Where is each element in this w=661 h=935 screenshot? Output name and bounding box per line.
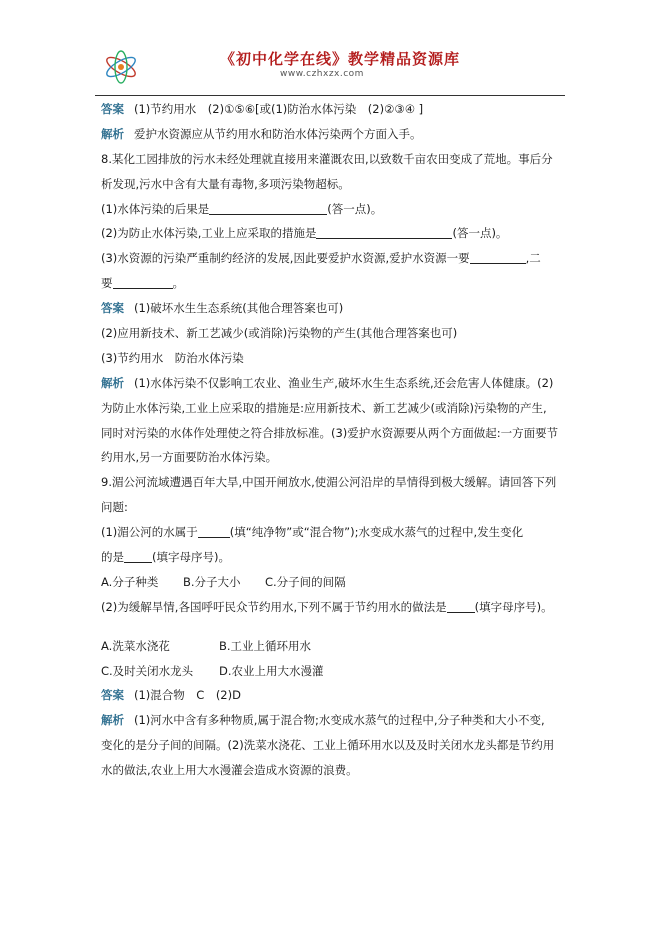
q8-explanation-4: 约用水,另一方面要防治水体污染。 <box>101 450 278 465</box>
q9-answer: 答案 (1)混合物 C (2)D <box>101 688 241 703</box>
answer-blank <box>209 202 327 215</box>
q9-explanation-1: 解析 (1)河水中含有多种物质,属于混合物;水变成水蒸气的过程中,分子种类和大小不变, <box>101 713 545 728</box>
q8-part1: (1)水体污染的后果是 (答一点)。 <box>101 201 383 216</box>
q8-part3: (3)水资源的污染严重制约经济的发展,因此要爱护水资源,爱护水资源一要 ,二 <box>101 251 541 266</box>
q8-answer-3: (3)节约用水 防治水体污染 <box>101 350 244 365</box>
site-title: 《初中化学在线》教学精品资源库 <box>220 50 461 68</box>
answer-label: 答案 <box>101 688 124 703</box>
explain-label: 解析 <box>101 126 124 141</box>
page-header <box>95 44 565 94</box>
answer-blank <box>124 550 152 563</box>
q9-stem-line2: 问题: <box>101 500 128 515</box>
option-b: B.分子大小 <box>183 574 241 589</box>
q8-explanation-1: 解析 (1)水体污染不仅影响工农业、渔业生产,破坏水生生态系统,还会危害人体健康。(2) <box>101 375 554 390</box>
header-divider <box>95 95 565 96</box>
explain-label: 解析 <box>101 713 124 728</box>
site-url: www.czhxzx.com <box>280 69 364 79</box>
q8-stem-line2: 析发现,污水中含有大量有毒物,多项污染物超标。 <box>101 176 350 191</box>
q7-answer: 答案 (1)节约用水 (2)①⑤⑥[或(1)防治水体污染 (2)②③④ ] <box>101 102 424 116</box>
q9-stem-line1: 9.湄公河流域遭遇百年大旱,中国开闸放水,使湄公河沿岸的旱情得到极大缓解。请回答下列 <box>101 475 557 490</box>
answer-blank <box>447 600 475 613</box>
q9-options-2a <box>101 634 565 659</box>
answer-label: 答案 <box>101 301 124 316</box>
q8-explanation-2: 为防止水体污染,工业上应采取的措施是:应用新技术、新工艺减少(或消除)污染物的产生, <box>101 400 547 415</box>
q9-explanation-2: 变化的是分子间的间隔。(2)洗菜水浇花、工业上循环用水以及及时关闭水龙头都是节约用 <box>101 738 555 753</box>
option-b: B.工业上循环用水 <box>219 638 312 653</box>
q8-stem-line1: 8.某化工园排放的污水未经处理就直接用来灌溉农田,以致数千亩农田变成了荒地。事后分 <box>101 151 553 166</box>
answer-blank <box>113 276 173 289</box>
q9-part1-cont: 的是 (填字母序号)。 <box>101 550 230 565</box>
q9-part2: (2)为缓解旱情,各国呼吁民众节约用水,下列不属于节约用水的做法是 (填字母序号)。 <box>101 599 553 614</box>
explain-label: 解析 <box>101 375 124 390</box>
q8-part3-cont: 要 。 <box>101 276 184 291</box>
q9-options-1 <box>101 570 565 595</box>
option-a: A.洗菜水浇花 <box>101 638 170 653</box>
answer-blank <box>470 251 526 264</box>
q8-answer-2: (2)应用新技术、新工艺减少(或消除)污染物的产生(其他合理答案也可) <box>101 326 458 341</box>
q8-part2: (2)为防止水体污染,工业上应采取的措施是 (答一点)。 <box>101 226 508 241</box>
option-c: C.及时关闭水龙头 <box>101 663 194 678</box>
answer-blank <box>316 226 452 239</box>
answer-blank <box>198 525 230 538</box>
option-c: C.分子间的间隔 <box>265 574 346 589</box>
q7-explanation: 解析 爱护水资源应从节约用水和防治水体污染两个方面入手。 <box>101 126 422 141</box>
option-a: A.分子种类 <box>101 574 159 589</box>
answer-label: 答案 <box>101 102 124 116</box>
q9-explanation-3: 水的做法,农业上用大水漫灌会造成水资源的浪费。 <box>101 763 358 778</box>
option-d: D.农业上用大水漫灌 <box>219 663 324 678</box>
q8-explanation-3: 同时对污染的水体作处理使之符合排放标准。(3)爱护水资源要从两个方面做起:一方面要节 <box>101 425 559 440</box>
document-body <box>101 97 565 783</box>
q9-options-2b <box>101 659 565 684</box>
atom-logo-icon <box>103 49 139 85</box>
q9-part1: (1)湄公河的水属于 (填“纯净物”或“混合物”);水变成水蒸气的过程中,发生变化 <box>101 525 524 540</box>
q8-answer-1: 答案 (1)破坏水生生态系统(其他合理答案也可) <box>101 301 344 316</box>
